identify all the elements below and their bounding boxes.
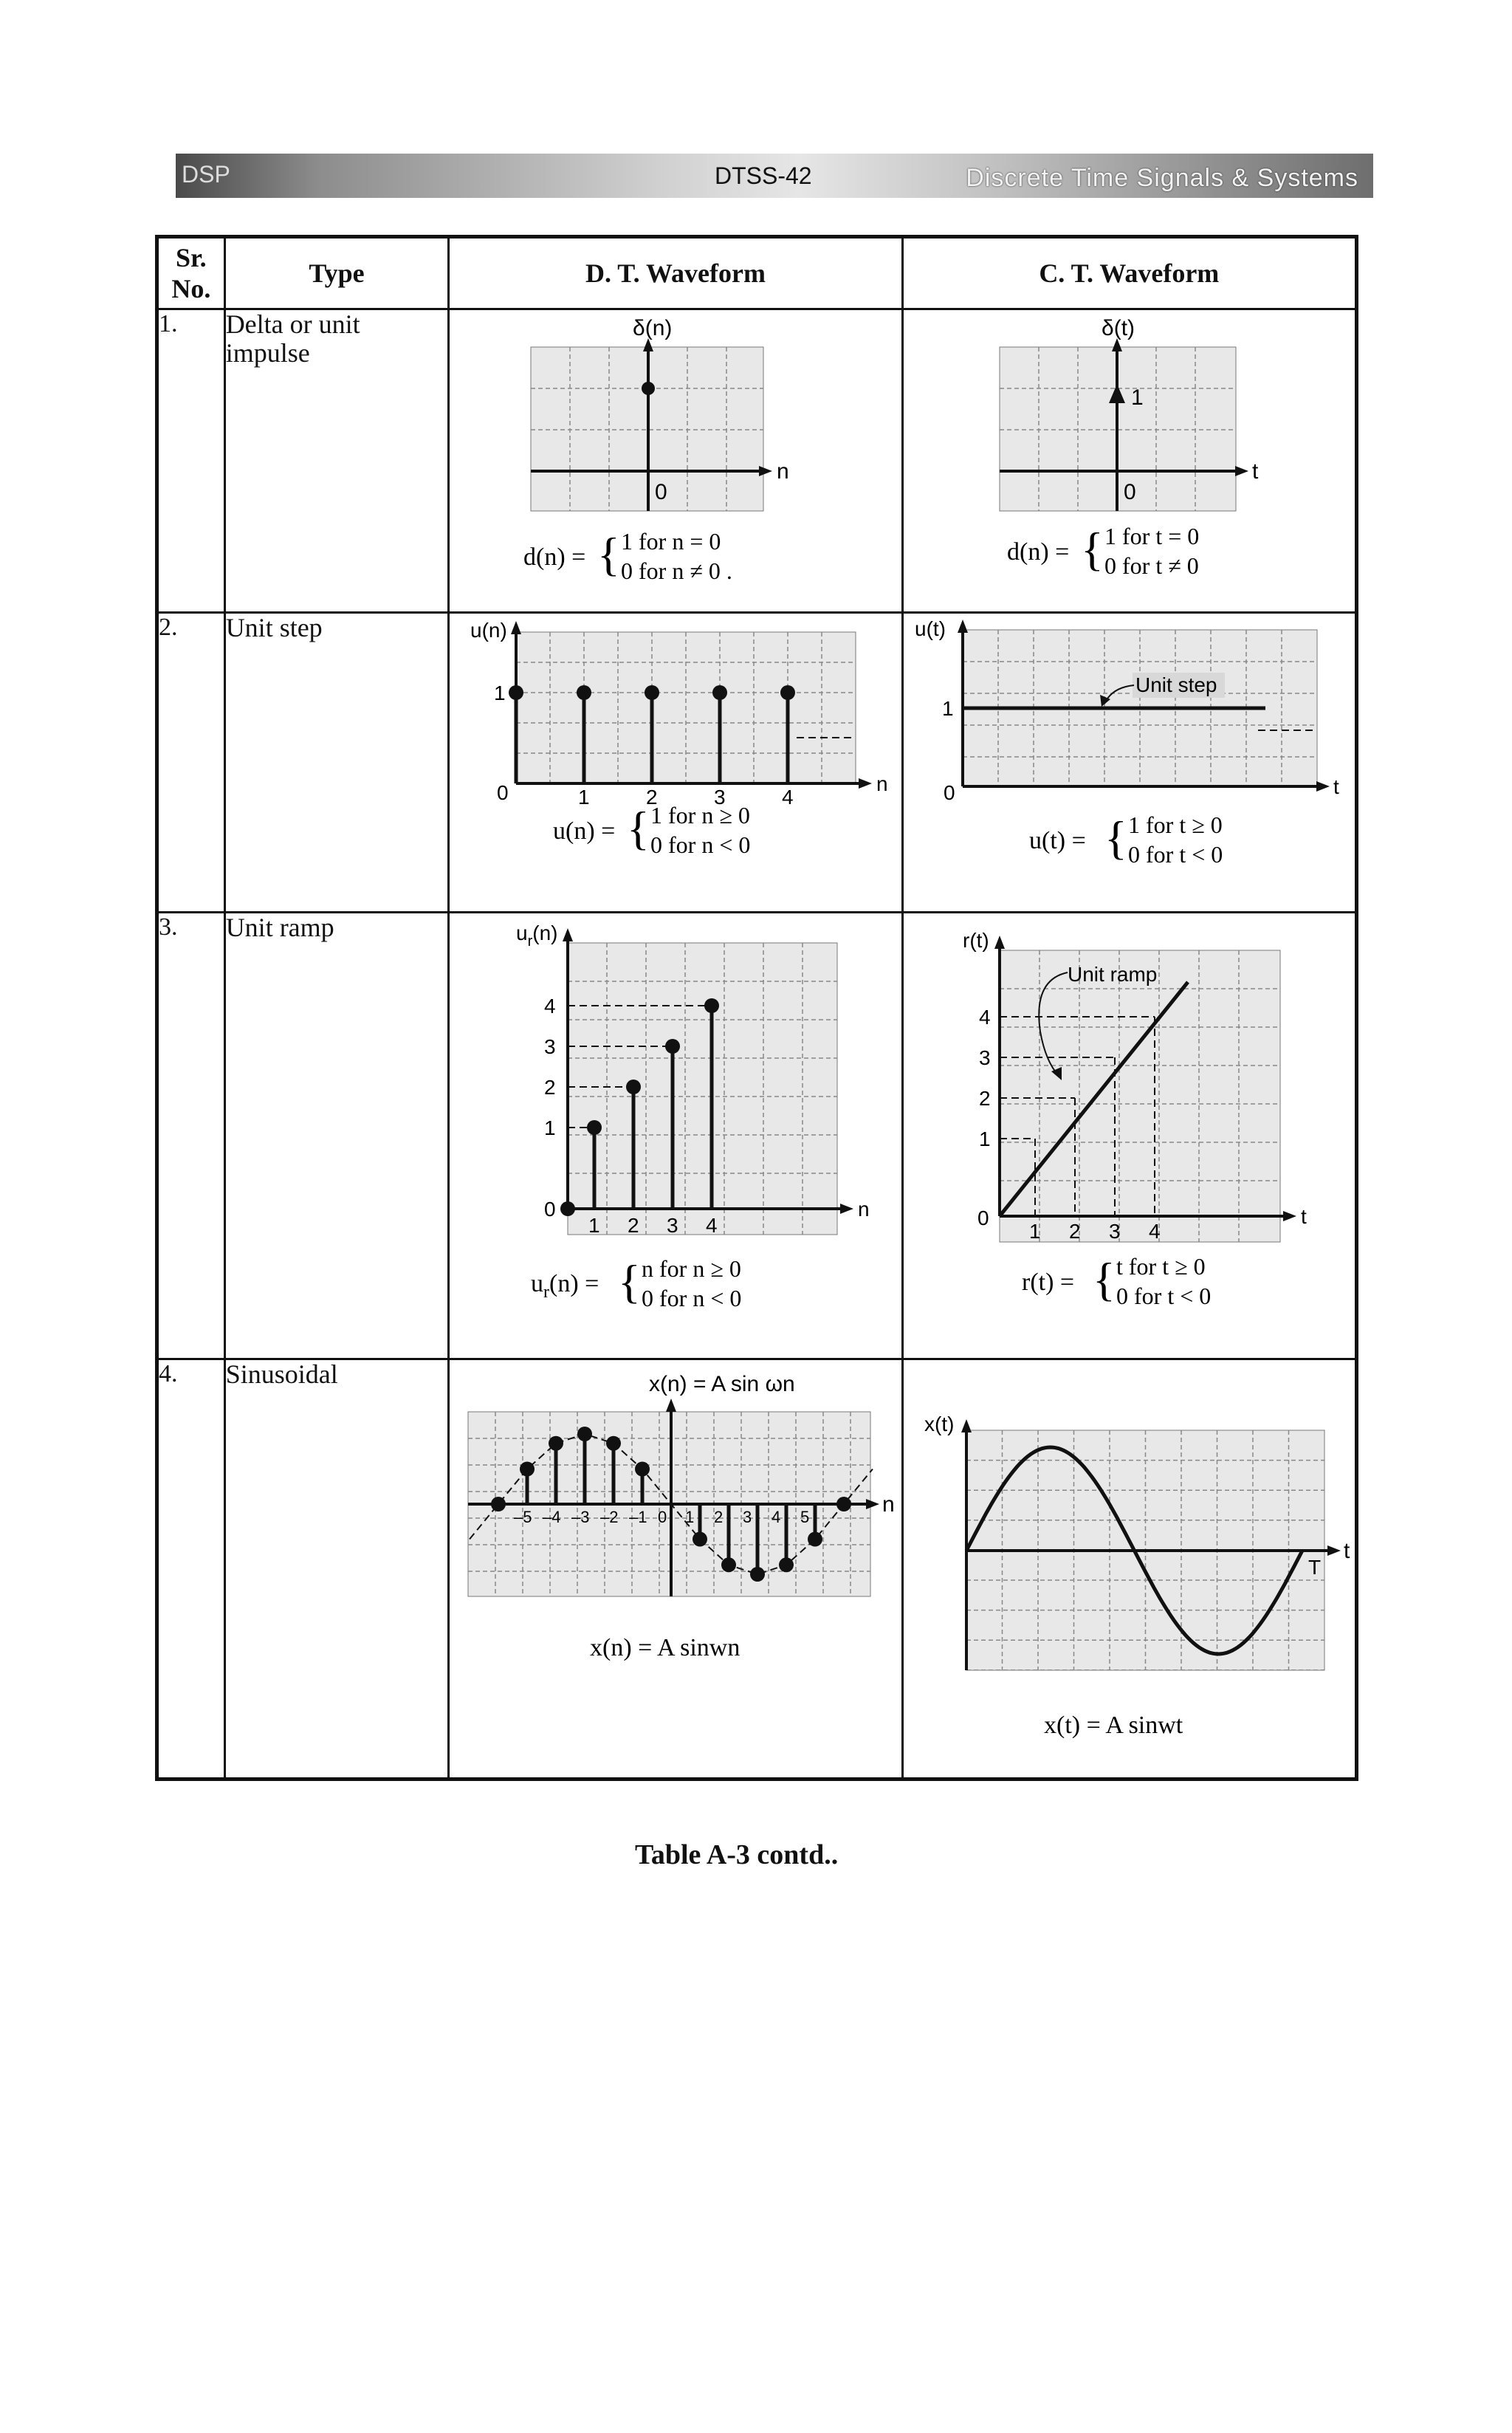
ct-ytick: 4 [978,1006,991,1029]
eq-line2: 0 for n < 0 [650,831,751,859]
dt-xtick: –1 [629,1507,647,1526]
eq-brace-icon: { [618,1255,641,1308]
dt-xlabel: n [882,1492,895,1517]
dt-xtick: 4 [772,1507,781,1526]
table-row [157,613,1357,913]
dt-origin: 0 [544,1198,556,1221]
dt-xtick: 3 [714,786,726,809]
eq-line1: 1 for n ≥ 0 [650,802,751,829]
dt-xlabel: n [858,1198,870,1221]
dt-xtick: 4 [706,1214,718,1238]
ct-ylabel: δ(t) [1101,315,1135,340]
dt-ytick: 1 [544,1116,556,1140]
step-sample-mark [780,685,795,700]
eq-line2: 0 for t < 0 [1116,1283,1211,1310]
ramp-dt-plot [450,913,893,1349]
dt-xtick: 0 [658,1507,667,1526]
ct-ytick: 1 [978,1128,991,1151]
row-type: Delta or unit impulse [224,309,449,613]
ramp-sample-mark [560,1201,575,1216]
table-header-row [157,237,1357,309]
impulse-ct-plot [904,310,1347,605]
ct-waveform-cell [902,309,1356,613]
eq-lhs: d(n) = [1006,538,1069,566]
row-number: 4. [157,1359,225,1779]
eq-lhs: r(t) = [1021,1269,1074,1297]
sine-sample-mark [606,1436,621,1451]
eq-brace-icon: { [1080,522,1104,575]
sine-sample-mark [491,1497,506,1511]
table-row [157,1359,1357,1779]
eq-lhs: d(n) = [523,543,586,571]
ct-equation: x(t) = A sinwt [1043,1711,1183,1739]
sine-dt-plot [450,1360,893,1770]
eq-line2: 0 for t ≠ 0 [1104,552,1199,579]
dt-xtick: 1 [588,1214,600,1238]
dt-xtick: 1 [578,786,590,809]
dt-ytick: 1 [494,682,506,705]
ct-annotation: Unit step [1135,673,1217,697]
eq-lhs: $u_r(n)$ = [531,1270,599,1303]
dt-xtick: –5 [514,1507,532,1526]
dt-waveform-cell [449,613,902,913]
dt-xtick: –4 [543,1507,561,1526]
ramp-ct-plot [904,913,1347,1349]
dt-xtick: 2 [714,1507,724,1526]
eq-line1: 1 for n = 0 [621,527,721,555]
dt-xtick: 1 [685,1507,695,1526]
dt-ylabel: u(n) [470,619,508,642]
eq-lhs: u(n) = [553,817,616,845]
eq-line1: t for t ≥ 0 [1116,1253,1206,1280]
dt-xtick: 3 [743,1507,752,1526]
ct-ylabel: x(t) [924,1412,955,1435]
dt-ytick: 2 [544,1076,556,1099]
eq-brace-icon: { [1092,1253,1116,1306]
ct-xtick: 3 [1108,1220,1121,1243]
ct-height-label: 1 [1130,385,1144,410]
ct-origin: 0 [943,781,955,805]
dt-origin: 0 [655,479,667,504]
eq-brace-icon: { [627,802,650,855]
ct-ytick: 3 [978,1046,991,1070]
table-row [157,309,1357,613]
ct-xlabel: t [1343,1538,1350,1563]
dt-xtick: 4 [782,786,794,809]
row-number: 3. [157,913,225,1359]
sine-sample-mark [577,1427,592,1441]
ct-ylabel: r(t) [962,929,989,953]
ct-xlabel: t [1333,775,1339,799]
dt-xtick: 2 [628,1214,639,1238]
dt-xtick: 3 [667,1214,678,1238]
dt-xlabel: n [876,772,888,796]
eq-line2: 0 for n ≠ 0 . [621,557,733,584]
eq-line2: 0 for n < 0 [642,1285,742,1312]
header-type: Type [224,237,449,309]
table-caption: Table A-3 contd.. [635,1839,839,1870]
dt-xtick: –3 [571,1507,590,1526]
impulse-sample-mark [642,382,655,395]
sine-sample-mark [808,1531,822,1546]
step-sample-mark [577,685,591,700]
signals-table [155,235,1358,1781]
eq-line2: 0 for t < 0 [1127,841,1223,868]
sine-sample-mark [635,1461,650,1476]
dt-ytick: 3 [544,1035,556,1059]
header-ct-waveform: C. T. Waveform [902,237,1356,309]
dt-xtick: –2 [600,1507,619,1526]
ct-xtick: 4 [1148,1220,1161,1243]
ct-ylabel: u(t) [914,617,946,641]
eq-line1: n for n ≥ 0 [642,1255,742,1283]
ct-period-label: T [1307,1555,1321,1579]
sine-sample-mark [520,1461,535,1476]
ct-xtick: 1 [1028,1220,1041,1243]
page-header-bar [176,154,1373,198]
step-sample-mark [509,685,523,700]
dt-title: x(n) = A sin ωn [649,1371,795,1396]
dt-ytick: 4 [544,995,556,1018]
ct-waveform-cell [902,913,1356,1359]
dt-equation: x(n) = A sinwn [590,1633,740,1661]
dt-waveform-cell [449,1359,902,1779]
eq-line1: 1 for t ≥ 0 [1127,811,1223,839]
header-left-label: DSP [182,161,230,188]
step-sample-mark [712,685,727,700]
dt-xlabel: n [777,459,789,484]
ramp-sample-mark [587,1120,602,1135]
dt-ylabel: $u_r(n)$ [516,922,558,950]
sine-sample-mark [549,1436,563,1451]
eq-line1: 1 for t = 0 [1104,522,1199,549]
sine-sample-mark [779,1557,794,1572]
step-ct-plot [904,614,1347,905]
ct-ytick: 2 [978,1087,991,1111]
sine-ct-plot [904,1360,1350,1770]
step-dt-plot [450,614,893,905]
ramp-sample-mark [626,1080,641,1094]
header-sr-no: Sr. No. [157,237,225,309]
dt-xtick: 2 [646,786,658,809]
row-type: Unit ramp [224,913,449,1359]
eq-brace-icon: { [1104,811,1127,865]
ramp-sample-mark [704,998,719,1013]
row-type: Sinusoidal [224,1359,449,1779]
ct-waveform-cell [902,1359,1356,1779]
step-sample-mark [645,685,659,700]
header-dt-waveform: D. T. Waveform [449,237,902,309]
sine-sample-mark [693,1531,707,1546]
dt-waveform-cell [449,913,902,1359]
dt-origin: 0 [497,781,509,805]
impulse-dt-plot [450,310,893,605]
eq-lhs: u(t) = [1028,827,1086,855]
ct-ytick: 1 [941,697,954,721]
eq-brace-icon: { [597,527,620,580]
row-number: 1. [157,309,225,613]
dt-waveform-cell [449,309,902,613]
row-type: Unit step [224,613,449,913]
header-chapter-title: Discrete Time Signals & Systems [966,164,1358,192]
sine-sample-mark [836,1497,851,1511]
header-page-number: DTSS-42 [715,162,812,189]
ct-origin: 0 [1123,479,1136,504]
ct-xtick: 2 [1068,1220,1081,1243]
ramp-sample-mark [665,1039,680,1054]
table-row [157,913,1357,1359]
ct-origin: 0 [977,1207,989,1230]
row-number: 2. [157,613,225,913]
ct-annotation: Unit ramp [1067,963,1157,986]
sine-sample-mark [721,1557,736,1572]
dt-xtick: 5 [800,1507,810,1526]
sine-sample-mark [750,1567,765,1582]
ct-waveform-cell [902,613,1356,913]
ct-xlabel: t [1300,1205,1307,1229]
ct-xlabel: t [1251,459,1258,484]
dt-ylabel: δ(n) [633,315,673,340]
